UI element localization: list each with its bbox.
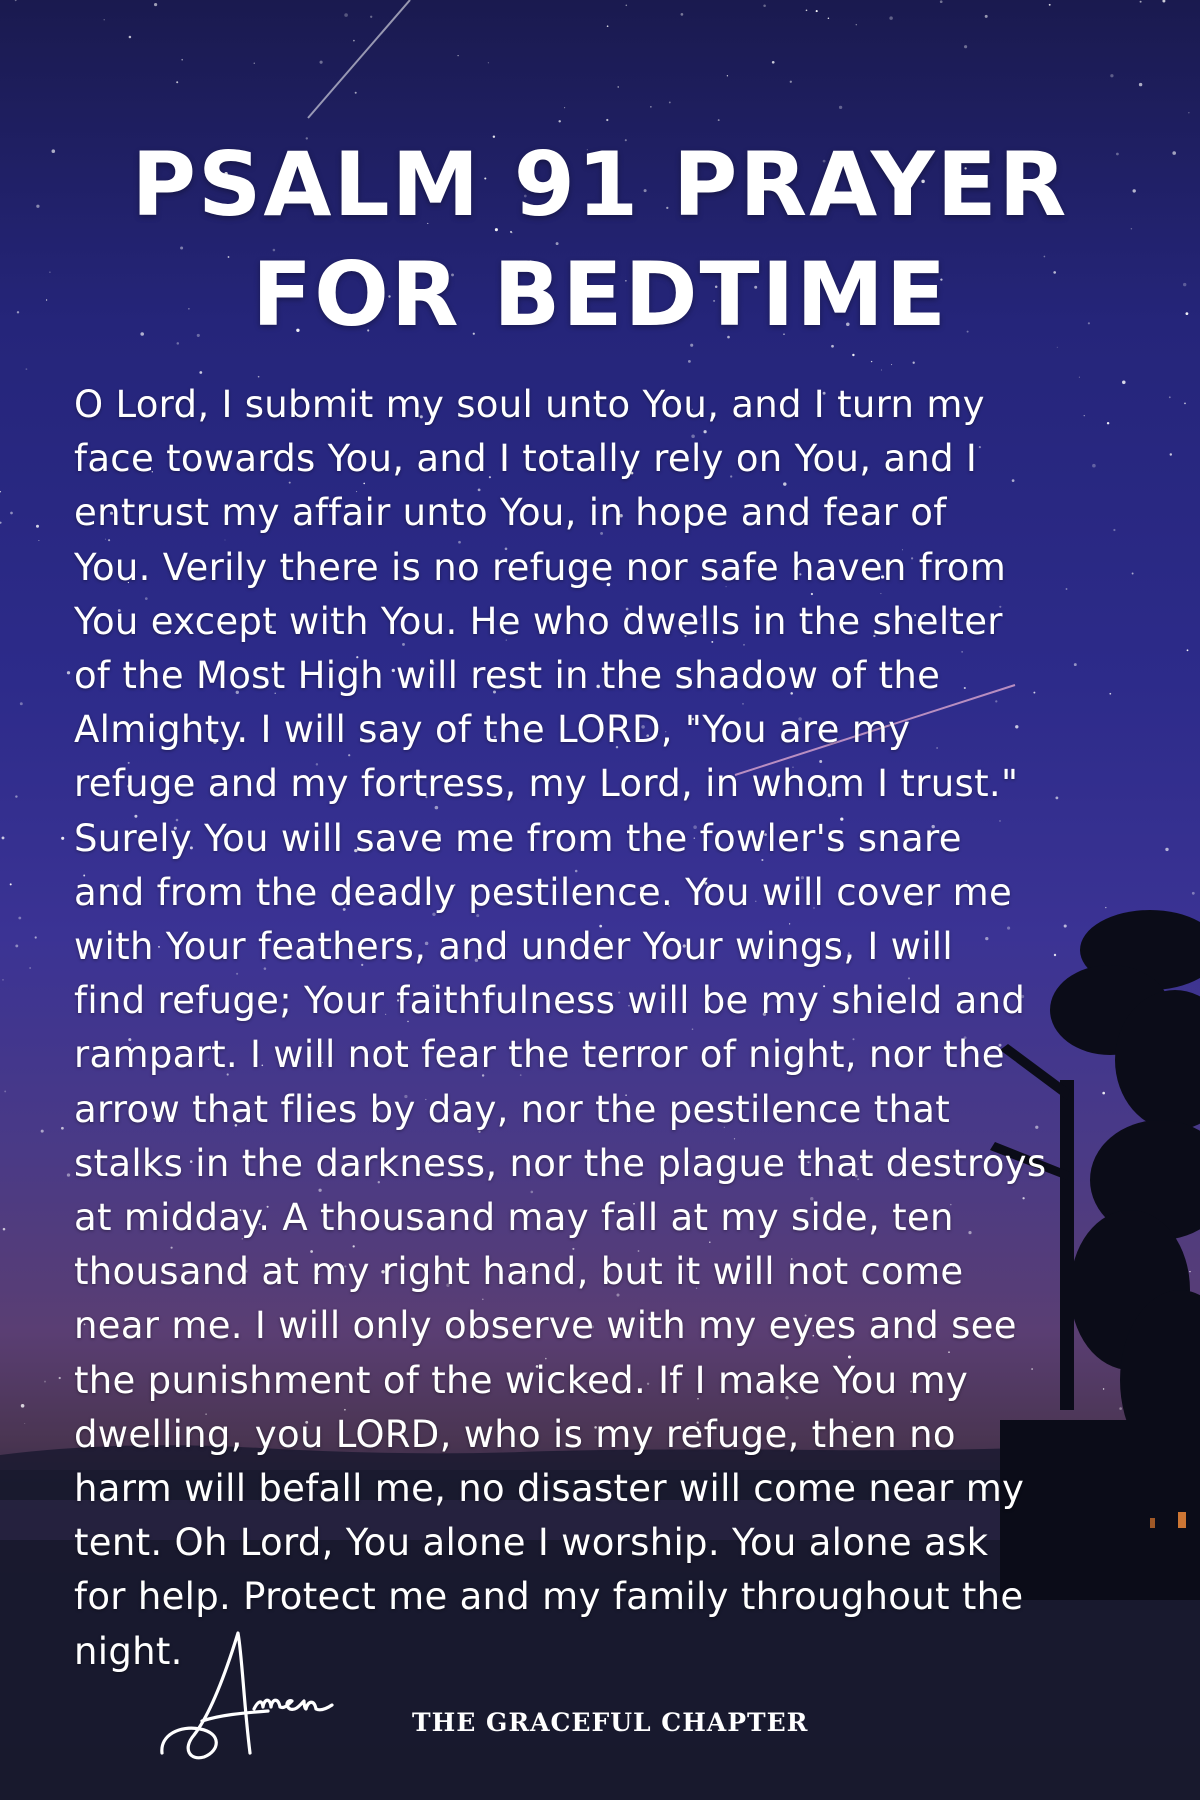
star [15,944,18,947]
star [1192,892,1195,895]
star [718,119,720,121]
cabin-light [1150,1518,1155,1528]
star [816,10,818,12]
star [355,92,357,94]
prayer-line: of the Most High will rest in the shadow of the [74,654,941,698]
star [24,1423,25,1424]
prayer-body [74,378,1124,1679]
star [59,1377,61,1379]
star [790,81,792,83]
star [2,979,3,980]
star [36,525,39,528]
star [985,15,988,18]
star [558,120,560,122]
prayer-line: near me. I will only observe with my eyes and see [74,1304,1017,1348]
prayer-line: for help. Protect me and my family throughout the [74,1575,1024,1619]
star [3,1228,6,1231]
star [606,119,608,121]
star [650,106,651,107]
prayer-line: You except with You. He who dwells in the shelter [74,599,1003,643]
prayer-line: dwelling, you LORD, who is my refuge, then no [74,1412,956,1456]
star [617,86,618,87]
star [727,75,728,76]
star [457,55,458,56]
star [1049,4,1051,6]
star [61,837,64,840]
star [0,491,1,492]
prayer-line: stalks in the darkness, nor the plague that destroys [74,1141,1047,1185]
brand-name: THE GRACEFUL CHAPTER [412,1708,809,1737]
star [891,364,892,365]
prayer-line: Almighty. I will say of the LORD, "You are my [74,708,911,752]
page-title [0,130,1200,350]
star [199,371,202,374]
star [0,522,2,524]
star [1140,1,1142,3]
star [4,1090,6,1092]
prayer-line: tent. Oh Lord, You alone I worship. You alone ask [74,1521,989,1565]
star [35,936,37,938]
title-line: PSALM 91 PRAYER [131,133,1069,236]
prayer-line: refuge and my fortress, my Lord, in whom I trust." [74,762,1019,806]
star [2,836,5,839]
prayer-line: harm will befall me, no disaster will come near my [74,1467,1025,1511]
star [1165,848,1168,851]
prayer-line: entrust my affair unto You, in hope and fear of [74,491,947,535]
star [176,81,178,83]
star [254,63,255,64]
star [828,17,830,19]
star [669,101,671,103]
star [607,25,609,27]
star [1110,74,1113,77]
star [940,0,943,3]
star [44,1381,46,1383]
star [964,45,967,48]
star [772,61,775,64]
shooting-star [308,0,410,118]
star [913,362,915,364]
prayer-line: arrow that flies by day, nor the pestilence that [74,1087,951,1131]
star [181,59,183,61]
prayer-line: O Lord, I submit my soul unto You, and I turn my [74,383,985,426]
prayer-line: and from the deadly pestilence. You will cover me [74,870,1013,914]
star [881,370,882,371]
star [344,13,348,17]
prayer-line: face towards You, and I totally rely on You, and I [74,437,978,481]
prayer-line: thousand at my right hand, but it will not come [74,1250,964,1294]
prayer-line: night. [74,1629,183,1673]
star [806,9,808,11]
star [1132,573,1134,575]
star [852,354,854,356]
star [18,917,21,920]
star [871,361,872,362]
star [763,5,766,8]
prayer-line: the punishment of the wicked. If I make You my [74,1358,969,1402]
star [41,1130,44,1133]
star [370,16,372,18]
prayer-line: at midday. A thousand may fall at my side, ten [74,1196,954,1240]
prayer-line: find refuge; Your faithfulness will be my shield and [74,979,1026,1023]
amen-signature [150,1625,360,1775]
cabin-light [1178,1512,1186,1528]
star [1187,649,1189,651]
star [681,13,684,16]
prayer-line: with Your feathers, and under Your wings, I will [74,925,953,969]
prayer-line: You. Verily there is no refuge nor safe haven from [74,545,1007,589]
star [1170,453,1172,455]
star [67,1173,70,1176]
star [688,360,691,363]
star [1184,403,1186,405]
star [856,24,857,25]
star [353,40,355,42]
star [10,512,13,515]
star [29,967,30,968]
prayer-line: rampart. I will not fear the terror of night, nor the [74,1033,1005,1077]
star [889,16,893,20]
star [20,702,23,705]
star [1189,1271,1190,1272]
prayer-line: Surely You will save me from the fowler's snare [74,816,962,860]
star [104,19,105,20]
star [21,1404,25,1408]
star [15,795,17,797]
star [488,62,489,63]
star [1162,0,1165,2]
star [1169,396,1171,398]
star [26,368,28,370]
star [320,61,323,64]
star [15,0,17,1]
star [38,540,39,541]
star [1139,83,1142,86]
star [839,106,842,109]
star [61,1127,64,1130]
star [564,107,565,108]
star [626,5,628,7]
star [129,36,132,39]
star [67,671,70,674]
title-line: FOR BEDTIME [251,243,948,346]
star [1188,112,1189,113]
star [154,3,157,6]
star [10,883,12,885]
